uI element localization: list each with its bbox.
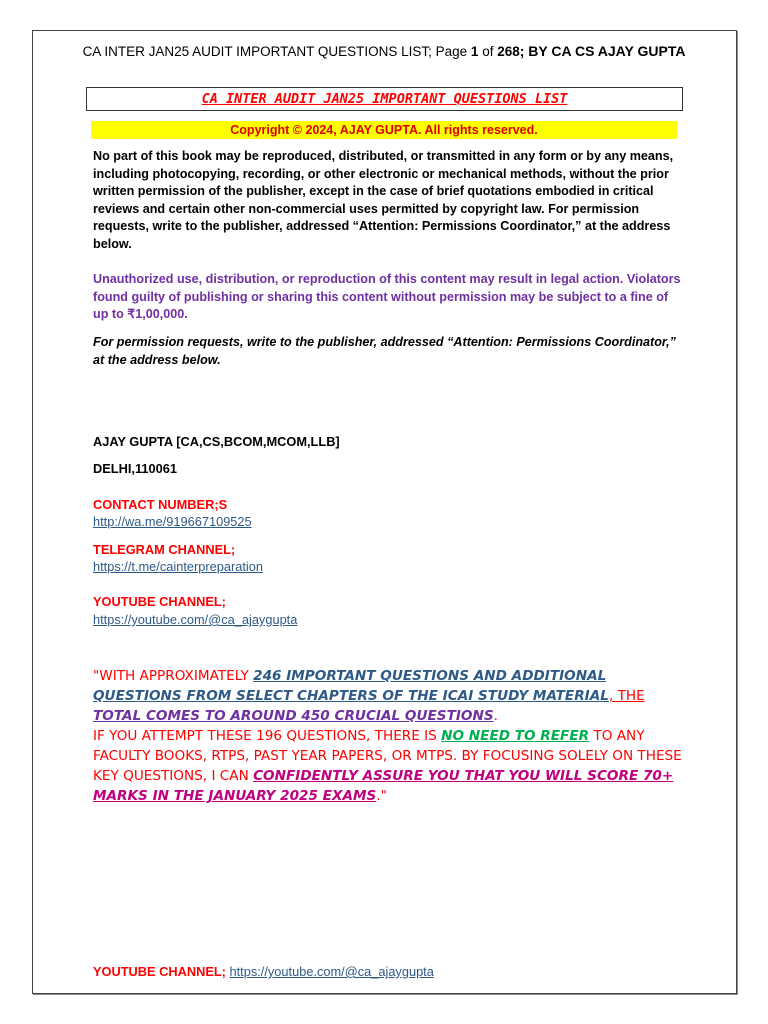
contact-label: CONTACT NUMBER;S	[93, 497, 228, 512]
footer-youtube-link[interactable]: https://youtube.com/@ca_ajaygupta	[229, 964, 434, 979]
promo-s10: ."	[376, 788, 387, 804]
contact-link[interactable]: http://wa.me/919667109525	[93, 514, 252, 529]
promo-s6: IF YOU ATTEMPT THESE 196 QUESTIONS, THERE IS	[93, 728, 442, 744]
header-of: of	[478, 44, 498, 59]
promo-s9: CONFIDENTLY ASSURE YOU THAT YOU WILL SCORE 70+ MARKS IN THE JANUARY 2025 EXAMS	[93, 768, 674, 804]
youtube-label: YOUTUBE CHANNEL;	[93, 594, 226, 609]
header-prefix: CA INTER JAN25 AUDIT IMPORTANT QUESTIONS LIST; Page	[82, 44, 471, 59]
promo-s4: TOTAL COMES TO AROUND 450 CRUCIAL QUESTIONS	[93, 708, 494, 724]
page-number: 1	[470, 44, 479, 59]
legal-warning-paragraph: Unauthorized use, distribution, or reproduction of this content may result in legal action. Violators found guilty of publishing or sharing this content without permission may be subject to a fine of up to ₹1,00,000.	[93, 272, 681, 321]
promo-s2: 246 IMPORTANT QUESTIONS AND ADDITIONAL QUESTIONS FROM SELECT CHAPTERS OF THE ICAI STUDY MATERIAL	[93, 668, 609, 704]
author-address: DELHI,110061	[93, 461, 177, 476]
youtube-link[interactable]: https://youtube.com/@ca_ajaygupta	[93, 612, 298, 627]
total-pages: 268	[497, 44, 520, 59]
promo-s7: NO NEED TO REFER	[441, 728, 590, 744]
footer-youtube-label: YOUTUBE CHANNEL;	[93, 964, 230, 979]
permission-paragraph: For permission requests, write to the publisher, addressed “Attention: Permissions Coordinator,” at the address below.	[93, 335, 676, 367]
promo-s3: , THE	[608, 688, 645, 704]
document-title: CA INTER AUDIT JAN25 IMPORTANT QUESTIONS LIST	[201, 91, 568, 107]
telegram-label: TELEGRAM CHANNEL;	[93, 542, 236, 557]
rights-paragraph: No part of this book may be reproduced, distributed, or transmitted in any form or by any means, including photocopying, recording, or other electronic or mechanical methods, without the prior written permission of the publisher, except in the case of brief quotations embodied in critical reviews and certain other non-commercial uses permitted by copyright law. For permission requests, write to the publisher, addressed “Attention: Permissions Coordinator,” at the address below.	[93, 149, 674, 251]
telegram-link[interactable]: https://t.me/cainterpreparation	[93, 559, 264, 574]
header-author: ; BY CA CS AJAY GUPTA	[519, 43, 686, 59]
copyright-notice: Copyright © 2024, AJAY GUPTA. All rights reserved.	[91, 121, 677, 139]
page-footer	[93, 964, 434, 979]
promo-s1: "WITH APPROXIMATELY	[93, 668, 254, 684]
page-header	[0, 43, 768, 59]
promo-statement	[93, 666, 688, 806]
promo-s5: .	[493, 708, 498, 724]
title-box	[86, 87, 683, 111]
promo-s8: TO ANY FACULTY BOOKS, RTPS, PAST YEAR PAPERS, OR MTPS. BY FOCUSING SOLELY ON THESE KEY QUESTIONS, I CAN	[93, 728, 682, 784]
author-name: AJAY GUPTA [CA,CS,BCOM,MCOM,LLB]	[93, 434, 340, 449]
